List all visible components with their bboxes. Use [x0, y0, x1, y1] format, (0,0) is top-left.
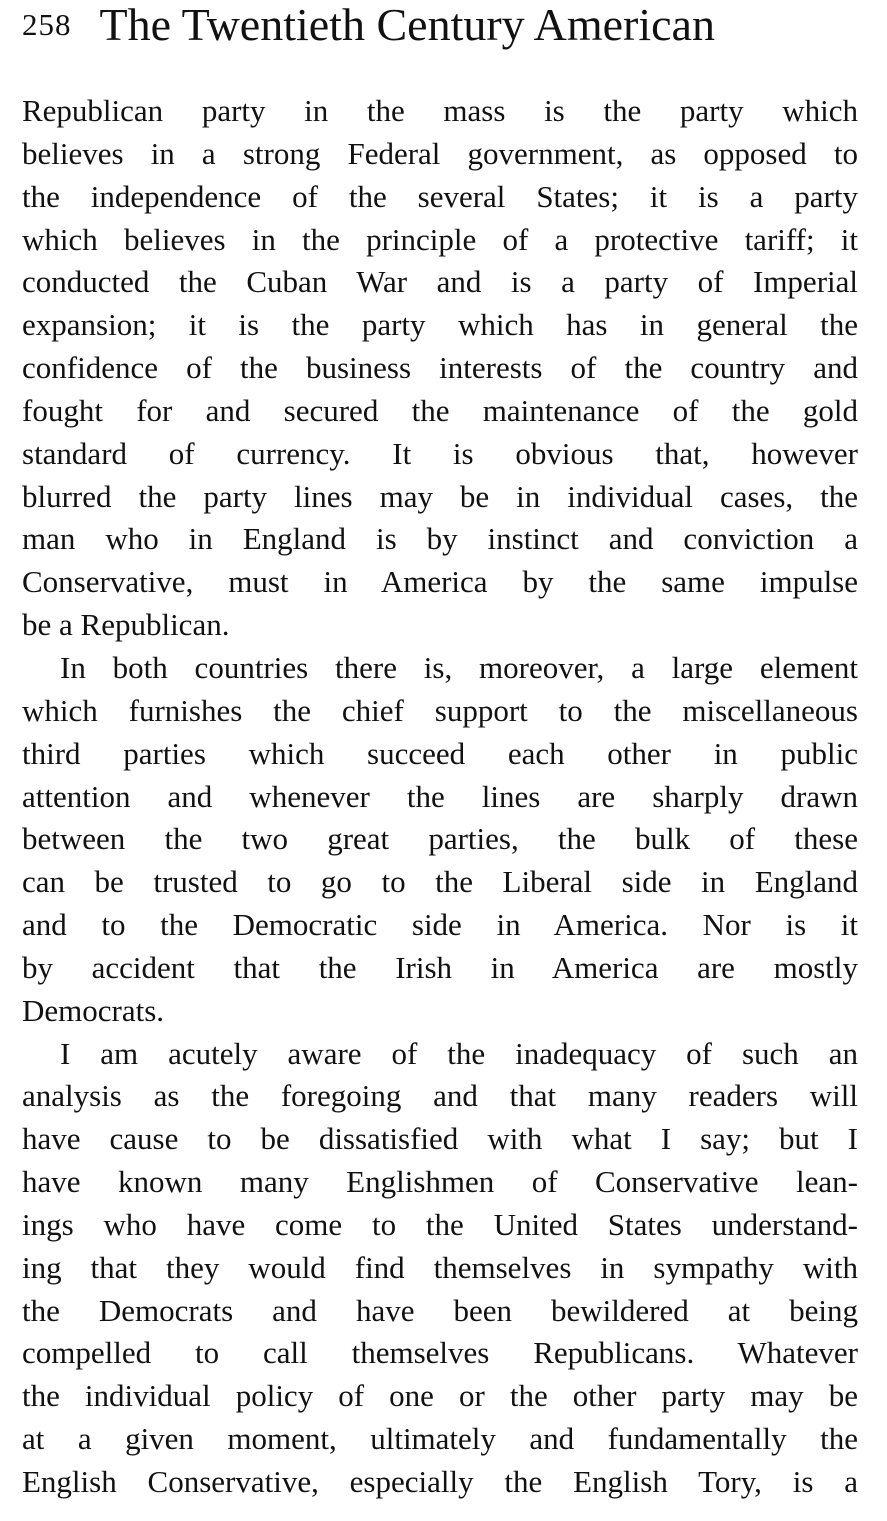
text-line: have cause to be dissatisfied with what I say; but I [22, 1121, 858, 1157]
text-line: have known many Englishmen of Conservative lean- [22, 1164, 858, 1200]
text-line: at a given moment, ultimately and fundamentally the [22, 1421, 858, 1457]
text-line: expansion; it is the party which has in general the [22, 307, 858, 343]
text-line: I am acutely aware of the inadequacy of such an [60, 1035, 858, 1071]
text-line: the individual policy of one or the other party may be [22, 1378, 858, 1414]
text-line: man who in England is by instinct and conviction a [22, 521, 858, 557]
text-line: ings who have come to the United States understand- [22, 1206, 858, 1242]
text-line: analysis as the foregoing and that many readers will [22, 1078, 858, 1114]
text-line: be a Republican. [22, 607, 230, 643]
text-line: In both countries there is, moreover, a large element [60, 649, 858, 685]
running-title: The Twentieth Century American [99, 0, 715, 50]
running-head [22, 0, 872, 50]
text-line: and to the Democratic side in America. Nor is it [22, 907, 858, 943]
text-line: ing that they would find themselves in sympathy with [22, 1249, 858, 1285]
text-line: the independence of the several States; it is a party [22, 178, 858, 214]
page-number: 258 [22, 7, 72, 42]
text-line: blurred the party lines may be in individual cases, the [22, 478, 858, 514]
text-line: believes in a strong Federal government, as opposed to [22, 135, 858, 171]
text-line: fought for and secured the maintenance of the gold [22, 392, 858, 428]
text-line: third parties which succeed each other in public [22, 735, 858, 771]
text-line: conducted the Cuban War and is a party of Imperial [22, 264, 858, 300]
body-text [22, 90, 858, 1504]
text-line: between the two great parties, the bulk of these [22, 821, 858, 857]
text-line: attention and whenever the lines are sharply drawn [22, 778, 858, 814]
text-line: the Democrats and have been bewildered at being [22, 1292, 858, 1328]
text-line: by accident that the Irish in America are mostly [22, 949, 858, 985]
text-line: standard of currency. It is obvious that, however [22, 435, 858, 471]
text-line: Democrats. [22, 992, 165, 1028]
text-line: can be trusted to go to the Liberal side in England [22, 864, 858, 900]
text-line: Conservative, must in America by the same impulse [22, 564, 858, 600]
text-line: confidence of the business interests of the country and [22, 350, 858, 386]
text-line: Republican party in the mass is the party which [22, 93, 858, 128]
text-line: which furnishes the chief support to the miscellaneous [22, 692, 858, 728]
text-line: which believes in the principle of a protective tariff; it [22, 221, 858, 257]
text-line: compelled to call themselves Republicans. Whatever [22, 1335, 858, 1371]
text-line: English Conservative, especially the English Tory, is a [22, 1464, 858, 1499]
